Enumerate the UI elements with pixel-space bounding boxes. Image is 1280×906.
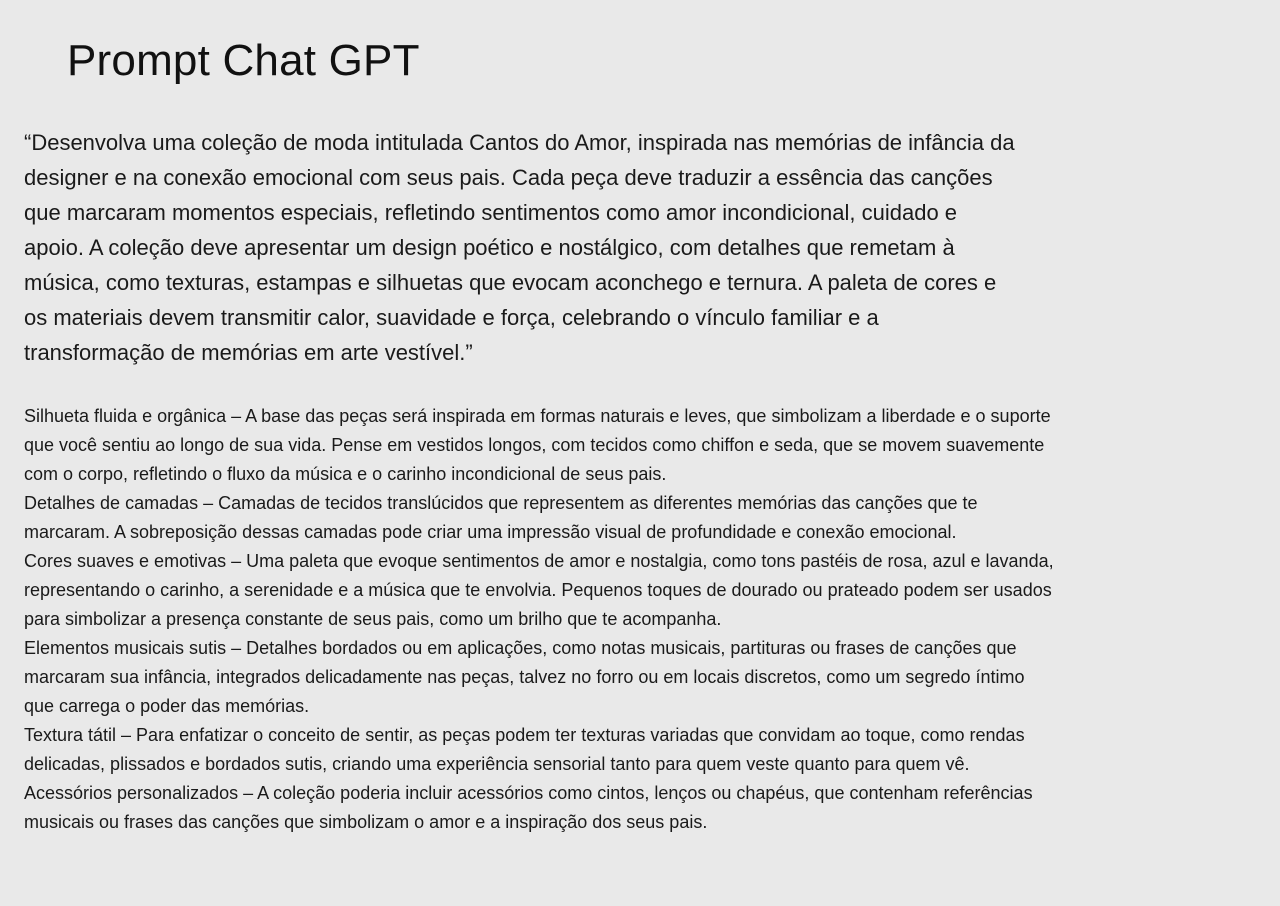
body-line: delicadas, plissados e bordados sutis, criando uma experiência sensorial tanto para quem veste quanto para quem vê.	[24, 754, 970, 774]
body-line: marcaram. A sobreposição dessas camadas pode criar uma impressão visual de profundidade e conexão emocional.	[24, 522, 957, 542]
body-line: Elementos musicais sutis – Detalhes bordados ou em aplicações, como notas musicais, partituras ou frases de canções que	[24, 638, 1017, 658]
response-body	[24, 402, 1260, 837]
quote-line: os materiais devem transmitir calor, suavidade e força, celebrando o vínculo familiar e a	[24, 305, 879, 330]
body-line: que carrega o poder das memórias.	[24, 696, 310, 716]
quote-line: apoio. A coleção deve apresentar um design poético e nostálgico, com detalhes que remetam à	[24, 235, 955, 260]
body-line: representando o carinho, a serenidade e a música que te envolvia. Pequenos toques de dourado ou prateado podem ser usados	[24, 580, 1052, 600]
body-line: Silhueta fluida e orgânica – A base das peças será inspirada em formas naturais e leves, que simbolizam a liberdade e o suporte	[24, 406, 1051, 426]
body-line: Textura tátil – Para enfatizar o conceito de sentir, as peças podem ter texturas variadas que convidam ao toque, como rendas	[24, 725, 1025, 745]
body-line: Detalhes de camadas – Camadas de tecidos translúcidos que representem as diferentes memórias das canções que te	[24, 493, 978, 513]
quote-line: “Desenvolva uma coleção de moda intitulada Cantos do Amor, inspirada nas memórias de infância da	[24, 130, 1015, 155]
quote-line: que marcaram momentos especiais, refletindo sentimentos como amor incondicional, cuidado e	[24, 200, 958, 225]
body-line: Acessórios personalizados – A coleção poderia incluir acessórios como cintos, lenços ou chapéus, que contenham referências	[24, 783, 1033, 803]
quote-line: designer e na conexão emocional com seus pais. Cada peça deve traduzir a essência das canções	[24, 165, 993, 190]
quote-line: transformação de memórias em arte vestível.”	[24, 340, 473, 365]
body-line: musicais ou frases das canções que simbolizam o amor e a inspiração dos seus pais.	[24, 812, 708, 832]
body-line: marcaram sua infância, integrados delicadamente nas peças, talvez no forro ou em locais discretos, como um segredo íntimo	[24, 667, 1025, 687]
page-title: Prompt Chat GPT	[67, 36, 420, 85]
body-line: que você sentiu ao longo de sua vida. Pense em vestidos longos, com tecidos como chiffon e seda, que se movem suavemente	[24, 435, 1045, 455]
quote-line: música, como texturas, estampas e silhuetas que evocam aconchego e ternura. A paleta de cores e	[24, 270, 997, 295]
body-line: para simbolizar a presença constante de seus pais, como um brilho que te acompanha.	[24, 609, 722, 629]
body-line: com o corpo, refletindo o fluxo da música e o carinho incondicional de seus pais.	[24, 464, 667, 484]
body-line: Cores suaves e emotivas – Uma paleta que evoque sentimentos de amor e nostalgia, como tons pastéis de rosa, azul e lavanda,	[24, 551, 1054, 571]
prompt-quote	[24, 125, 1204, 370]
